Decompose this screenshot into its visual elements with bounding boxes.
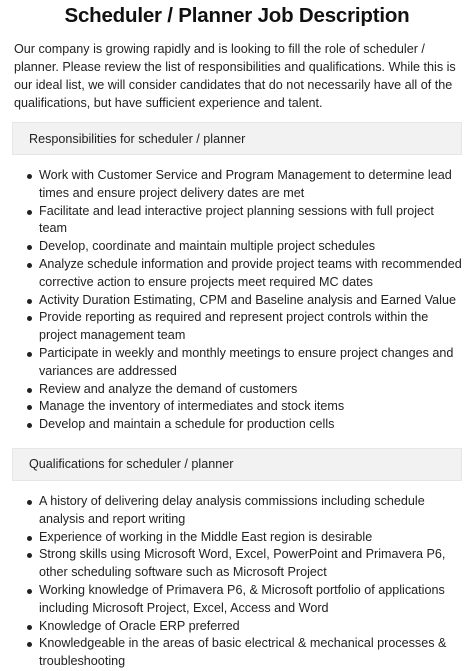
qualifications-list	[12, 493, 462, 671]
intro-paragraph: Our company is growing rapidly and is looking to fill the role of scheduler / planner. Please review the list of responsibilities and qualifications. While this is our ideal list, we will consider candidates that do not necessarily have all of the qualifications, but have sufficient experience and talent.	[14, 42, 456, 110]
list-item: Work with Customer Service and Program Management to determine lead times and ensure project delivery dates are met	[26, 167, 462, 203]
list-item: Develop and maintain a schedule for production cells	[26, 416, 462, 434]
responsibilities-header	[12, 122, 462, 155]
qualifications-header	[12, 448, 462, 481]
list-item: Develop, coordinate and maintain multiple project schedules	[26, 238, 462, 256]
list-item: Working knowledge of Primavera P6, & Microsoft portfolio of applications including Microsoft Project, Excel, Access and Word	[26, 582, 462, 618]
list-item: Participate in weekly and monthly meetings to ensure project changes and variances are addressed	[26, 345, 462, 381]
list-item: Knowledgeable in the areas of basic electrical & mechanical processes & troubleshooting	[26, 635, 462, 671]
list-item: Review and analyze the demand of customers	[26, 381, 462, 399]
list-item: Manage the inventory of intermediates and stock items	[26, 398, 462, 416]
list-item: Analyze schedule information and provide project teams with recommended corrective action to ensure projects meet required MC dates	[26, 256, 462, 292]
responsibilities-header-label: Responsibilities for scheduler / planner	[29, 131, 246, 146]
list-item: Facilitate and lead interactive project planning sessions with full project team	[26, 203, 462, 239]
list-item: Strong skills using Microsoft Word, Excel, PowerPoint and Primavera P6, other scheduling software such as Microsoft Project	[26, 546, 462, 582]
list-item: Provide reporting as required and represent project controls within the project management team	[26, 309, 462, 345]
list-item: Activity Duration Estimating, CPM and Baseline analysis and Earned Value	[26, 292, 462, 310]
responsibilities-list	[12, 167, 462, 434]
page-title: Scheduler / Planner Job Description	[64, 4, 410, 27]
qualifications-header-label: Qualifications for scheduler / planner	[29, 457, 234, 472]
list-item: Knowledge of Oracle ERP preferred	[26, 618, 462, 636]
list-item: Experience of working in the Middle East region is desirable	[26, 529, 462, 547]
list-item: A history of delivering delay analysis commissions including schedule analysis and report writing	[26, 493, 462, 529]
